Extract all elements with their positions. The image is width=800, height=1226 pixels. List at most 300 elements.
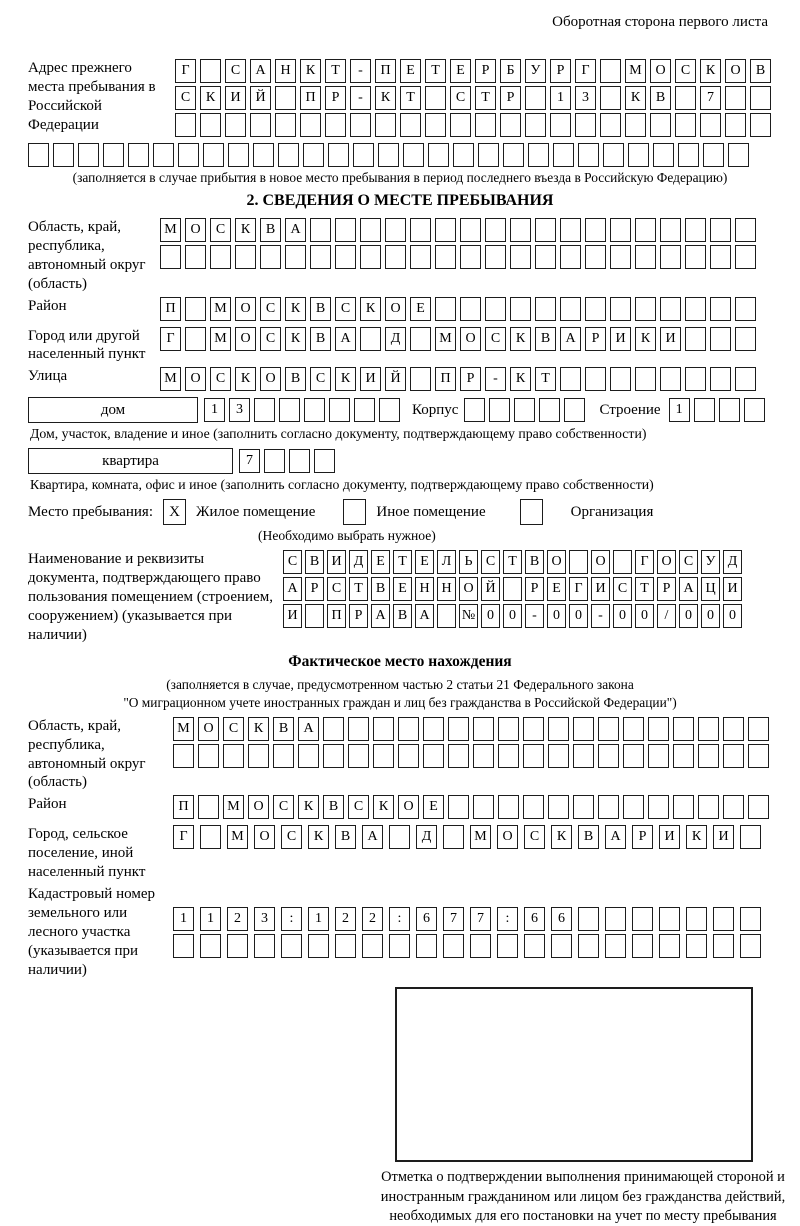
char-cell[interactable]: В xyxy=(305,550,324,574)
char-cell[interactable] xyxy=(510,218,531,242)
char-cell[interactable] xyxy=(300,113,321,137)
char-cell[interactable]: С xyxy=(225,59,246,83)
char-cell[interactable] xyxy=(275,113,296,137)
char-cell[interactable]: О xyxy=(398,795,419,819)
char-cell[interactable] xyxy=(578,934,599,958)
char-cell[interactable] xyxy=(260,245,281,269)
char-cell[interactable]: О xyxy=(248,795,269,819)
char-cell[interactable]: 3 xyxy=(254,907,275,931)
char-cell[interactable] xyxy=(632,907,653,931)
char-cell[interactable]: С xyxy=(260,297,281,321)
char-cell[interactable] xyxy=(628,143,649,167)
char-cell[interactable]: Е xyxy=(415,550,434,574)
char-cell[interactable]: 7 xyxy=(239,449,260,473)
char-cell[interactable]: Р xyxy=(460,367,481,391)
char-cell[interactable] xyxy=(175,113,196,137)
char-cell[interactable] xyxy=(281,934,302,958)
char-cell[interactable] xyxy=(254,934,275,958)
char-cell[interactable] xyxy=(725,113,746,137)
char-cell[interactable] xyxy=(623,744,644,768)
char-cell[interactable] xyxy=(648,744,669,768)
char-cell[interactable] xyxy=(750,86,771,110)
char-cell[interactable] xyxy=(423,717,444,741)
char-cell[interactable] xyxy=(600,113,621,137)
char-cell[interactable] xyxy=(535,297,556,321)
char-cell[interactable] xyxy=(686,934,707,958)
char-cell[interactable] xyxy=(685,245,706,269)
char-cell[interactable]: Р xyxy=(550,59,571,83)
char-cell[interactable] xyxy=(660,245,681,269)
char-cell[interactable] xyxy=(575,113,596,137)
char-cell[interactable] xyxy=(560,245,581,269)
char-cell[interactable] xyxy=(335,245,356,269)
char-cell[interactable]: К xyxy=(373,795,394,819)
char-cell[interactable] xyxy=(524,934,545,958)
char-cell[interactable]: Б xyxy=(500,59,521,83)
char-cell[interactable]: К xyxy=(285,327,306,351)
char-cell[interactable] xyxy=(523,744,544,768)
char-cell[interactable]: 7 xyxy=(700,86,721,110)
char-cell[interactable] xyxy=(723,717,744,741)
char-cell[interactable]: 2 xyxy=(227,907,248,931)
char-cell[interactable]: М xyxy=(223,795,244,819)
char-cell[interactable] xyxy=(748,795,769,819)
char-cell[interactable] xyxy=(728,143,749,167)
char-cell[interactable]: 7 xyxy=(470,907,491,931)
char-cell[interactable] xyxy=(153,143,174,167)
char-cell[interactable] xyxy=(235,245,256,269)
char-cell[interactable] xyxy=(685,297,706,321)
char-cell[interactable] xyxy=(485,218,506,242)
char-cell[interactable]: В xyxy=(310,297,331,321)
char-cell[interactable]: С xyxy=(481,550,500,574)
char-cell[interactable]: С xyxy=(223,717,244,741)
char-cell[interactable] xyxy=(443,825,464,849)
char-cell[interactable] xyxy=(685,218,706,242)
char-cell[interactable] xyxy=(448,744,469,768)
char-cell[interactable]: О xyxy=(235,297,256,321)
char-cell[interactable]: 1 xyxy=(550,86,571,110)
char-cell[interactable] xyxy=(353,143,374,167)
char-cell[interactable]: Р xyxy=(585,327,606,351)
char-cell[interactable] xyxy=(185,245,206,269)
char-cell[interactable] xyxy=(335,934,356,958)
char-cell[interactable] xyxy=(385,245,406,269)
char-cell[interactable]: Т xyxy=(425,59,446,83)
char-cell[interactable] xyxy=(78,143,99,167)
char-cell[interactable]: У xyxy=(525,59,546,83)
char-cell[interactable]: К xyxy=(686,825,707,849)
char-cell[interactable] xyxy=(460,297,481,321)
char-cell[interactable]: Т xyxy=(400,86,421,110)
char-cell[interactable] xyxy=(200,113,221,137)
char-cell[interactable] xyxy=(613,550,632,574)
char-cell[interactable]: К xyxy=(235,367,256,391)
char-cell[interactable]: О xyxy=(459,577,478,601)
char-cell[interactable] xyxy=(740,907,761,931)
char-cell[interactable]: С xyxy=(485,327,506,351)
char-cell[interactable] xyxy=(329,398,350,422)
char-cell[interactable]: И xyxy=(723,577,742,601)
char-cell[interactable]: В xyxy=(260,218,281,242)
char-cell[interactable] xyxy=(373,744,394,768)
char-cell[interactable] xyxy=(635,218,656,242)
char-cell[interactable] xyxy=(478,143,499,167)
char-cell[interactable] xyxy=(308,934,329,958)
char-cell[interactable]: С xyxy=(450,86,471,110)
char-cell[interactable]: - xyxy=(350,86,371,110)
char-cell[interactable]: Р xyxy=(305,577,324,601)
char-cell[interactable]: И xyxy=(283,604,302,628)
char-cell[interactable]: В xyxy=(650,86,671,110)
char-cell[interactable] xyxy=(698,717,719,741)
char-cell[interactable] xyxy=(635,245,656,269)
char-cell[interactable] xyxy=(435,297,456,321)
char-cell[interactable] xyxy=(650,113,671,137)
char-cell[interactable]: - xyxy=(350,59,371,83)
char-cell[interactable] xyxy=(485,245,506,269)
char-cell[interactable]: К xyxy=(235,218,256,242)
char-cell[interactable]: В xyxy=(323,795,344,819)
char-cell[interactable] xyxy=(464,398,485,422)
char-cell[interactable] xyxy=(389,825,410,849)
char-cell[interactable]: В xyxy=(535,327,556,351)
char-cell[interactable]: Е xyxy=(547,577,566,601)
char-cell[interactable] xyxy=(535,218,556,242)
char-cell[interactable] xyxy=(360,218,381,242)
char-cell[interactable]: С xyxy=(679,550,698,574)
char-cell[interactable] xyxy=(279,398,300,422)
char-cell[interactable]: 0 xyxy=(547,604,566,628)
char-cell[interactable]: 6 xyxy=(416,907,437,931)
char-cell[interactable] xyxy=(379,398,400,422)
char-cell[interactable]: 1 xyxy=(200,907,221,931)
char-cell[interactable] xyxy=(410,218,431,242)
char-cell[interactable] xyxy=(348,717,369,741)
char-cell[interactable] xyxy=(635,367,656,391)
char-cell[interactable]: С xyxy=(210,367,231,391)
char-cell[interactable]: О xyxy=(650,59,671,83)
char-cell[interactable] xyxy=(178,143,199,167)
char-cell[interactable]: О xyxy=(547,550,566,574)
char-cell[interactable] xyxy=(473,744,494,768)
char-cell[interactable] xyxy=(228,143,249,167)
char-cell[interactable]: Й xyxy=(385,367,406,391)
char-cell[interactable] xyxy=(735,245,756,269)
char-cell[interactable]: Е xyxy=(371,550,390,574)
char-cell[interactable]: А xyxy=(560,327,581,351)
char-cell[interactable] xyxy=(500,113,521,137)
char-cell[interactable] xyxy=(660,218,681,242)
char-cell[interactable] xyxy=(350,113,371,137)
char-cell[interactable] xyxy=(585,218,606,242)
char-cell[interactable] xyxy=(603,143,624,167)
char-cell[interactable] xyxy=(735,327,756,351)
char-cell[interactable]: О xyxy=(260,367,281,391)
char-cell[interactable]: А xyxy=(415,604,434,628)
char-cell[interactable] xyxy=(578,143,599,167)
char-cell[interactable] xyxy=(128,143,149,167)
char-cell[interactable]: И xyxy=(659,825,680,849)
char-cell[interactable]: М xyxy=(173,717,194,741)
char-cell[interactable] xyxy=(160,245,181,269)
char-cell[interactable]: М xyxy=(160,367,181,391)
char-cell[interactable] xyxy=(610,367,631,391)
char-cell[interactable] xyxy=(378,143,399,167)
char-cell[interactable] xyxy=(740,934,761,958)
char-cell[interactable] xyxy=(314,449,335,473)
char-cell[interactable] xyxy=(610,218,631,242)
char-cell[interactable] xyxy=(53,143,74,167)
char-cell[interactable]: Г xyxy=(175,59,196,83)
char-cell[interactable]: И xyxy=(360,367,381,391)
char-cell[interactable] xyxy=(373,717,394,741)
char-cell[interactable] xyxy=(254,398,275,422)
char-cell[interactable] xyxy=(675,86,696,110)
char-cell[interactable] xyxy=(425,86,446,110)
char-cell[interactable]: С xyxy=(273,795,294,819)
char-cell[interactable] xyxy=(227,934,248,958)
char-cell[interactable] xyxy=(719,398,740,422)
char-cell[interactable]: Т xyxy=(635,577,654,601)
char-cell[interactable] xyxy=(264,449,285,473)
char-cell[interactable]: 3 xyxy=(575,86,596,110)
char-cell[interactable]: Г xyxy=(173,825,194,849)
char-cell[interactable]: О xyxy=(185,367,206,391)
char-cell[interactable] xyxy=(375,113,396,137)
char-cell[interactable] xyxy=(360,245,381,269)
char-cell[interactable]: 2 xyxy=(362,907,383,931)
char-cell[interactable] xyxy=(560,218,581,242)
char-cell[interactable] xyxy=(600,86,621,110)
char-cell[interactable]: П xyxy=(173,795,194,819)
char-cell[interactable]: 7 xyxy=(443,907,464,931)
char-cell[interactable] xyxy=(548,795,569,819)
char-cell[interactable]: И xyxy=(225,86,246,110)
char-cell[interactable]: К xyxy=(300,59,321,83)
char-cell[interactable] xyxy=(304,398,325,422)
char-cell[interactable]: С xyxy=(310,367,331,391)
char-cell[interactable] xyxy=(198,744,219,768)
char-cell[interactable] xyxy=(723,795,744,819)
char-cell[interactable] xyxy=(198,795,219,819)
char-cell[interactable]: 1 xyxy=(173,907,194,931)
char-cell[interactable] xyxy=(310,245,331,269)
char-cell[interactable]: С xyxy=(281,825,302,849)
char-cell[interactable] xyxy=(285,245,306,269)
char-cell[interactable] xyxy=(103,143,124,167)
char-cell[interactable] xyxy=(698,795,719,819)
char-cell[interactable] xyxy=(173,744,194,768)
char-cell[interactable]: Л xyxy=(437,550,456,574)
char-cell[interactable]: 6 xyxy=(524,907,545,931)
char-cell[interactable]: Г xyxy=(160,327,181,351)
char-cell[interactable] xyxy=(450,113,471,137)
char-cell[interactable]: А xyxy=(285,218,306,242)
char-cell[interactable] xyxy=(573,717,594,741)
char-cell[interactable] xyxy=(203,143,224,167)
char-cell[interactable]: М xyxy=(625,59,646,83)
char-cell[interactable]: Й xyxy=(481,577,500,601)
char-cell[interactable] xyxy=(744,398,765,422)
char-cell[interactable]: В xyxy=(578,825,599,849)
char-cell[interactable]: Д xyxy=(416,825,437,849)
char-cell[interactable] xyxy=(560,297,581,321)
char-cell[interactable] xyxy=(223,744,244,768)
char-cell[interactable]: О xyxy=(725,59,746,83)
char-cell[interactable]: Т xyxy=(475,86,496,110)
char-cell[interactable]: : xyxy=(281,907,302,931)
char-cell[interactable] xyxy=(250,113,271,137)
char-cell[interactable]: Н xyxy=(415,577,434,601)
char-cell[interactable] xyxy=(398,717,419,741)
char-cell[interactable]: К xyxy=(248,717,269,741)
char-cell[interactable] xyxy=(323,717,344,741)
char-cell[interactable]: 0 xyxy=(481,604,500,628)
char-cell[interactable] xyxy=(510,245,531,269)
char-cell[interactable] xyxy=(598,744,619,768)
char-cell[interactable] xyxy=(248,744,269,768)
char-cell[interactable] xyxy=(525,113,546,137)
kvartira-type-box[interactable]: квартира xyxy=(28,448,233,474)
char-cell[interactable]: С xyxy=(210,218,231,242)
char-cell[interactable] xyxy=(598,795,619,819)
char-cell[interactable]: Н xyxy=(437,577,456,601)
char-cell[interactable]: С xyxy=(327,577,346,601)
char-cell[interactable] xyxy=(748,744,769,768)
char-cell[interactable] xyxy=(403,143,424,167)
char-cell[interactable]: И xyxy=(713,825,734,849)
char-cell[interactable] xyxy=(398,744,419,768)
char-cell[interactable] xyxy=(473,795,494,819)
char-cell[interactable] xyxy=(416,934,437,958)
char-cell[interactable] xyxy=(298,744,319,768)
char-cell[interactable] xyxy=(660,297,681,321)
char-cell[interactable] xyxy=(253,143,274,167)
char-cell[interactable]: И xyxy=(327,550,346,574)
char-cell[interactable] xyxy=(735,218,756,242)
char-cell[interactable] xyxy=(185,327,206,351)
char-cell[interactable] xyxy=(585,245,606,269)
char-cell[interactable]: О xyxy=(254,825,275,849)
char-cell[interactable]: Е xyxy=(450,59,471,83)
char-cell[interactable] xyxy=(735,367,756,391)
char-cell[interactable] xyxy=(498,795,519,819)
char-cell[interactable] xyxy=(535,245,556,269)
char-cell[interactable] xyxy=(660,367,681,391)
char-cell[interactable]: В xyxy=(371,577,390,601)
char-cell[interactable] xyxy=(698,744,719,768)
char-cell[interactable]: И xyxy=(610,327,631,351)
char-cell[interactable]: С xyxy=(675,59,696,83)
char-cell[interactable] xyxy=(632,934,653,958)
char-cell[interactable] xyxy=(323,744,344,768)
char-cell[interactable]: С xyxy=(175,86,196,110)
char-cell[interactable] xyxy=(551,934,572,958)
char-cell[interactable]: Г xyxy=(575,59,596,83)
char-cell[interactable]: П xyxy=(327,604,346,628)
char-cell[interactable]: С xyxy=(613,577,632,601)
char-cell[interactable]: К xyxy=(285,297,306,321)
char-cell[interactable] xyxy=(713,934,734,958)
char-cell[interactable]: - xyxy=(485,367,506,391)
char-cell[interactable] xyxy=(425,113,446,137)
char-cell[interactable] xyxy=(200,934,221,958)
char-cell[interactable] xyxy=(573,744,594,768)
char-cell[interactable] xyxy=(585,367,606,391)
char-cell[interactable]: № xyxy=(459,604,478,628)
char-cell[interactable]: Ц xyxy=(701,577,720,601)
char-cell[interactable]: Р xyxy=(525,577,544,601)
char-cell[interactable]: М xyxy=(435,327,456,351)
char-cell[interactable] xyxy=(548,744,569,768)
char-cell[interactable]: М xyxy=(470,825,491,849)
char-cell[interactable] xyxy=(435,245,456,269)
char-cell[interactable] xyxy=(678,143,699,167)
char-cell[interactable]: А xyxy=(298,717,319,741)
char-cell[interactable]: М xyxy=(227,825,248,849)
char-cell[interactable] xyxy=(354,398,375,422)
char-cell[interactable] xyxy=(210,245,231,269)
char-cell[interactable] xyxy=(569,550,588,574)
char-cell[interactable] xyxy=(278,143,299,167)
char-cell[interactable]: Ь xyxy=(459,550,478,574)
char-cell[interactable] xyxy=(723,744,744,768)
char-cell[interactable] xyxy=(553,143,574,167)
char-cell[interactable] xyxy=(473,717,494,741)
char-cell[interactable]: И xyxy=(591,577,610,601)
char-cell[interactable] xyxy=(470,934,491,958)
char-cell[interactable] xyxy=(475,113,496,137)
char-cell[interactable]: В xyxy=(525,550,544,574)
char-cell[interactable]: - xyxy=(525,604,544,628)
char-cell[interactable] xyxy=(610,297,631,321)
char-cell[interactable] xyxy=(528,143,549,167)
char-cell[interactable]: О xyxy=(497,825,518,849)
char-cell[interactable] xyxy=(443,934,464,958)
char-cell[interactable]: В xyxy=(335,825,356,849)
char-cell[interactable]: П xyxy=(435,367,456,391)
char-cell[interactable]: К xyxy=(635,327,656,351)
char-cell[interactable] xyxy=(648,717,669,741)
char-cell[interactable] xyxy=(605,934,626,958)
char-cell[interactable]: А xyxy=(605,825,626,849)
char-cell[interactable] xyxy=(560,367,581,391)
char-cell[interactable] xyxy=(448,795,469,819)
char-cell[interactable] xyxy=(550,113,571,137)
char-cell[interactable]: Н xyxy=(275,59,296,83)
char-cell[interactable]: К xyxy=(375,86,396,110)
char-cell[interactable] xyxy=(514,398,535,422)
char-cell[interactable]: Т xyxy=(393,550,412,574)
char-cell[interactable] xyxy=(623,717,644,741)
char-cell[interactable]: В xyxy=(750,59,771,83)
char-cell[interactable] xyxy=(362,934,383,958)
char-cell[interactable] xyxy=(710,245,731,269)
char-cell[interactable]: Д xyxy=(349,550,368,574)
char-cell[interactable] xyxy=(598,717,619,741)
char-cell[interactable]: С xyxy=(524,825,545,849)
char-cell[interactable] xyxy=(325,113,346,137)
char-cell[interactable] xyxy=(659,907,680,931)
char-cell[interactable] xyxy=(503,577,522,601)
char-cell[interactable] xyxy=(485,297,506,321)
char-cell[interactable]: Е xyxy=(393,577,412,601)
checkbox-zhiloe[interactable]: X xyxy=(163,499,186,525)
char-cell[interactable] xyxy=(659,934,680,958)
char-cell[interactable] xyxy=(497,934,518,958)
char-cell[interactable]: А xyxy=(362,825,383,849)
